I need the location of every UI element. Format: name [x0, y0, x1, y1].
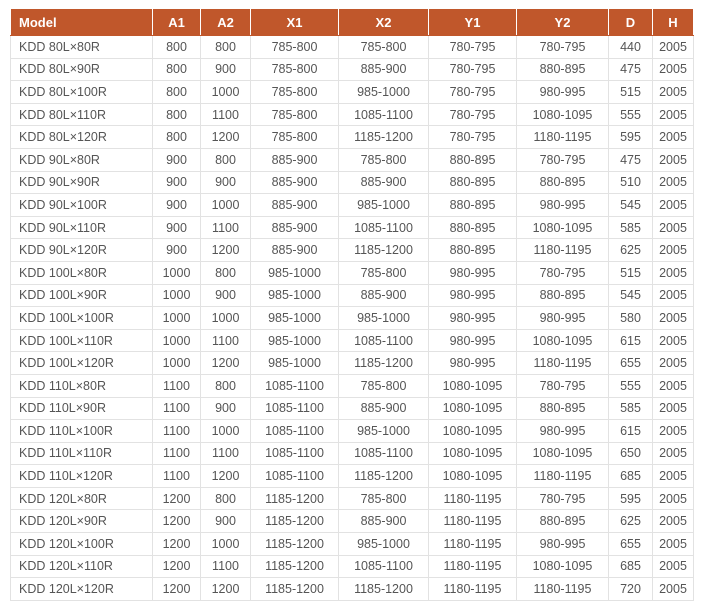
table-cell: 615 — [609, 329, 653, 352]
table-cell: 2005 — [653, 261, 694, 284]
table-cell: 785-800 — [339, 374, 429, 397]
cell-model: KDD 100L×90R — [11, 284, 153, 307]
table-cell: 1000 — [153, 284, 201, 307]
table-cell: 885-900 — [251, 239, 339, 262]
table-cell: 2005 — [653, 533, 694, 556]
table-cell: 785-800 — [251, 81, 339, 104]
table-cell: 2005 — [653, 487, 694, 510]
table-cell: 1085-1100 — [251, 420, 339, 443]
table-cell: 1200 — [153, 555, 201, 578]
table-cell: 885-900 — [251, 171, 339, 194]
table-cell: 880-895 — [517, 58, 609, 81]
table-row — [11, 284, 694, 307]
table-cell: 1185-1200 — [251, 578, 339, 601]
table-cell: 780-795 — [517, 487, 609, 510]
table-cell: 885-900 — [339, 58, 429, 81]
table-cell: 1185-1200 — [251, 533, 339, 556]
table-cell: 1200 — [153, 533, 201, 556]
table-row — [11, 103, 694, 126]
table-cell: 880-895 — [517, 171, 609, 194]
table-cell: 885-900 — [251, 216, 339, 239]
table-cell: 2005 — [653, 284, 694, 307]
table-cell: 780-795 — [429, 36, 517, 59]
table-cell: 980-995 — [429, 352, 517, 375]
table-cell: 880-895 — [429, 194, 517, 217]
cell-model: KDD 100L×80R — [11, 261, 153, 284]
table-cell: 1000 — [153, 352, 201, 375]
table-cell: 885-900 — [251, 148, 339, 171]
table-cell: 1180-1195 — [517, 126, 609, 149]
cell-model: KDD 90L×80R — [11, 148, 153, 171]
table-cell: 1000 — [153, 307, 201, 330]
table-cell: 1085-1100 — [339, 555, 429, 578]
table-cell: 1100 — [153, 397, 201, 420]
table-cell: 2005 — [653, 352, 694, 375]
table-cell: 555 — [609, 103, 653, 126]
cell-model: KDD 100L×120R — [11, 352, 153, 375]
cell-model: KDD 90L×120R — [11, 239, 153, 262]
table-cell: 785-800 — [339, 261, 429, 284]
table-cell: 2005 — [653, 36, 694, 59]
table-cell: 800 — [153, 58, 201, 81]
specification-table — [10, 8, 694, 601]
table-cell: 1185-1200 — [339, 239, 429, 262]
table-cell: 780-795 — [429, 58, 517, 81]
table-cell: 880-895 — [429, 148, 517, 171]
table-cell: 625 — [609, 510, 653, 533]
table-cell: 780-795 — [429, 81, 517, 104]
cell-model: KDD 120L×120R — [11, 578, 153, 601]
table-cell: 2005 — [653, 465, 694, 488]
table-cell: 1200 — [201, 352, 251, 375]
table-cell: 650 — [609, 442, 653, 465]
table-cell: 785-800 — [251, 103, 339, 126]
column-header-x1: X1 — [251, 9, 339, 36]
table-cell: 510 — [609, 171, 653, 194]
table-cell: 780-795 — [517, 374, 609, 397]
table-cell: 1185-1200 — [251, 510, 339, 533]
table-cell: 595 — [609, 487, 653, 510]
table-cell: 1080-1095 — [517, 555, 609, 578]
table-cell: 515 — [609, 261, 653, 284]
table-cell: 800 — [153, 126, 201, 149]
table-cell: 980-995 — [429, 261, 517, 284]
table-cell: 985-1000 — [251, 284, 339, 307]
table-row — [11, 555, 694, 578]
table-row — [11, 397, 694, 420]
table-cell: 900 — [153, 171, 201, 194]
table-cell: 2005 — [653, 329, 694, 352]
table-body — [11, 36, 694, 601]
table-cell: 900 — [201, 171, 251, 194]
cell-model: KDD 120L×110R — [11, 555, 153, 578]
table-cell: 1080-1095 — [429, 374, 517, 397]
table-cell: 655 — [609, 352, 653, 375]
table-cell: 1100 — [153, 374, 201, 397]
table-cell: 885-900 — [339, 510, 429, 533]
table-cell: 1000 — [201, 307, 251, 330]
table-cell: 1180-1195 — [429, 510, 517, 533]
table-cell: 1180-1195 — [517, 239, 609, 262]
table-cell: 880-895 — [429, 216, 517, 239]
table-cell: 1100 — [201, 103, 251, 126]
table-cell: 900 — [201, 58, 251, 81]
table-cell: 2005 — [653, 194, 694, 217]
table-cell: 1100 — [201, 442, 251, 465]
cell-model: KDD 110L×90R — [11, 397, 153, 420]
table-cell: 785-800 — [251, 58, 339, 81]
table-cell: 780-795 — [517, 36, 609, 59]
table-cell: 785-800 — [339, 148, 429, 171]
table-cell: 1180-1195 — [517, 352, 609, 375]
cell-model: KDD 120L×90R — [11, 510, 153, 533]
table-cell: 1000 — [153, 329, 201, 352]
table-cell: 780-795 — [517, 261, 609, 284]
table-cell: 985-1000 — [339, 307, 429, 330]
table-row — [11, 420, 694, 443]
table-cell: 2005 — [653, 58, 694, 81]
table-cell: 985-1000 — [251, 352, 339, 375]
table-cell: 780-795 — [429, 103, 517, 126]
table-cell: 880-895 — [517, 284, 609, 307]
table-cell: 985-1000 — [339, 420, 429, 443]
table-cell: 1180-1195 — [429, 487, 517, 510]
table-cell: 585 — [609, 397, 653, 420]
column-header-h: H — [653, 9, 694, 36]
cell-model: KDD 110L×80R — [11, 374, 153, 397]
table-cell: 1080-1095 — [429, 420, 517, 443]
table-cell: 980-995 — [517, 307, 609, 330]
table-cell: 780-795 — [517, 148, 609, 171]
table-cell: 900 — [201, 510, 251, 533]
table-cell: 595 — [609, 126, 653, 149]
table-cell: 885-900 — [339, 397, 429, 420]
table-row — [11, 148, 694, 171]
column-header-x2: X2 — [339, 9, 429, 36]
table-cell: 720 — [609, 578, 653, 601]
table-cell: 1085-1100 — [251, 442, 339, 465]
table-cell: 555 — [609, 374, 653, 397]
table-cell: 985-1000 — [251, 261, 339, 284]
cell-model: KDD 90L×110R — [11, 216, 153, 239]
cell-model: KDD 120L×100R — [11, 533, 153, 556]
column-header-y1: Y1 — [429, 9, 517, 36]
table-cell: 800 — [201, 487, 251, 510]
table-cell: 785-800 — [339, 487, 429, 510]
table-cell: 2005 — [653, 442, 694, 465]
table-cell: 800 — [201, 374, 251, 397]
table-cell: 800 — [201, 148, 251, 171]
table-cell: 985-1000 — [339, 533, 429, 556]
column-header-a1: A1 — [153, 9, 201, 36]
table-cell: 1200 — [153, 487, 201, 510]
table-cell: 2005 — [653, 420, 694, 443]
table-cell: 1080-1095 — [517, 103, 609, 126]
table-cell: 1085-1100 — [339, 442, 429, 465]
table-cell: 1000 — [153, 261, 201, 284]
table-cell: 980-995 — [429, 307, 517, 330]
table-cell: 625 — [609, 239, 653, 262]
table-header — [11, 9, 694, 36]
cell-model: KDD 80L×110R — [11, 103, 153, 126]
cell-model: KDD 110L×110R — [11, 442, 153, 465]
table-cell: 440 — [609, 36, 653, 59]
table-cell: 1000 — [201, 533, 251, 556]
table-cell: 1000 — [201, 81, 251, 104]
table-cell: 885-900 — [339, 284, 429, 307]
table-cell: 1200 — [153, 578, 201, 601]
table-cell: 2005 — [653, 510, 694, 533]
table-cell: 2005 — [653, 126, 694, 149]
table-cell: 1100 — [201, 216, 251, 239]
column-header-a2: A2 — [201, 9, 251, 36]
table-cell: 985-1000 — [339, 194, 429, 217]
column-header-d: D — [609, 9, 653, 36]
table-row — [11, 352, 694, 375]
cell-model: KDD 90L×90R — [11, 171, 153, 194]
table-cell: 1085-1100 — [251, 374, 339, 397]
table-cell: 880-895 — [429, 171, 517, 194]
table-cell: 785-800 — [251, 126, 339, 149]
table-cell: 1180-1195 — [517, 578, 609, 601]
table-cell: 900 — [153, 239, 201, 262]
table-cell: 545 — [609, 284, 653, 307]
table-row — [11, 261, 694, 284]
table-cell: 985-1000 — [339, 81, 429, 104]
table-cell: 785-800 — [339, 36, 429, 59]
table-cell: 900 — [201, 284, 251, 307]
table-cell: 1100 — [153, 465, 201, 488]
table-cell: 1085-1100 — [339, 216, 429, 239]
cell-model: KDD 80L×100R — [11, 81, 153, 104]
table-cell: 1200 — [153, 510, 201, 533]
table-cell: 1200 — [201, 465, 251, 488]
table-row — [11, 216, 694, 239]
table-cell: 880-895 — [517, 397, 609, 420]
table-cell: 980-995 — [429, 329, 517, 352]
table-cell: 1185-1200 — [251, 487, 339, 510]
cell-model: KDD 80L×90R — [11, 58, 153, 81]
table-cell: 980-995 — [517, 81, 609, 104]
table-cell: 2005 — [653, 81, 694, 104]
table-cell: 1180-1195 — [517, 465, 609, 488]
table-cell: 800 — [153, 103, 201, 126]
table-row — [11, 81, 694, 104]
table-cell: 1180-1195 — [429, 555, 517, 578]
table-row — [11, 239, 694, 262]
table-cell: 475 — [609, 148, 653, 171]
table-cell: 2005 — [653, 239, 694, 262]
table-cell: 900 — [201, 397, 251, 420]
cell-model: KDD 80L×80R — [11, 36, 153, 59]
table-row — [11, 533, 694, 556]
table-cell: 655 — [609, 533, 653, 556]
table-row — [11, 307, 694, 330]
table-cell: 800 — [201, 36, 251, 59]
table-cell: 2005 — [653, 148, 694, 171]
table-row — [11, 510, 694, 533]
cell-model: KDD 120L×80R — [11, 487, 153, 510]
table-cell: 880-895 — [517, 510, 609, 533]
column-header-model: Model — [11, 9, 153, 36]
table-cell: 1080-1095 — [429, 397, 517, 420]
table-cell: 1080-1095 — [517, 216, 609, 239]
table-row — [11, 374, 694, 397]
table-cell: 2005 — [653, 307, 694, 330]
table-cell: 2005 — [653, 397, 694, 420]
table-cell: 980-995 — [429, 284, 517, 307]
table-cell: 1100 — [201, 329, 251, 352]
table-cell: 980-995 — [517, 420, 609, 443]
table-cell: 1100 — [201, 555, 251, 578]
table-cell: 1185-1200 — [251, 555, 339, 578]
table-row — [11, 36, 694, 59]
table-cell: 1080-1095 — [517, 442, 609, 465]
table-cell: 885-900 — [339, 171, 429, 194]
table-cell: 1180-1195 — [429, 578, 517, 601]
cell-model: KDD 100L×100R — [11, 307, 153, 330]
table-cell: 1080-1095 — [429, 442, 517, 465]
table-cell: 585 — [609, 216, 653, 239]
table-cell: 885-900 — [251, 194, 339, 217]
table-cell: 1085-1100 — [251, 397, 339, 420]
table-cell: 800 — [153, 36, 201, 59]
table-cell: 515 — [609, 81, 653, 104]
table-cell: 580 — [609, 307, 653, 330]
table-row — [11, 442, 694, 465]
cell-model: KDD 110L×120R — [11, 465, 153, 488]
table-cell: 2005 — [653, 216, 694, 239]
table-cell: 1085-1100 — [339, 103, 429, 126]
table-cell: 1185-1200 — [339, 578, 429, 601]
table-header-row — [11, 9, 694, 36]
table-cell: 800 — [153, 81, 201, 104]
table-row — [11, 126, 694, 149]
table-cell: 2005 — [653, 171, 694, 194]
table-cell: 980-995 — [517, 194, 609, 217]
cell-model: KDD 110L×100R — [11, 420, 153, 443]
table-cell: 1080-1095 — [429, 465, 517, 488]
table-cell: 1100 — [153, 442, 201, 465]
table-row — [11, 329, 694, 352]
table-cell: 900 — [153, 148, 201, 171]
table-cell: 1185-1200 — [339, 465, 429, 488]
table-cell: 2005 — [653, 555, 694, 578]
table-cell: 1185-1200 — [339, 126, 429, 149]
table-row — [11, 578, 694, 601]
table-cell: 985-1000 — [251, 307, 339, 330]
table-cell: 1080-1095 — [517, 329, 609, 352]
table-cell: 985-1000 — [251, 329, 339, 352]
table-row — [11, 194, 694, 217]
table-cell: 1200 — [201, 126, 251, 149]
table-cell: 2005 — [653, 374, 694, 397]
cell-model: KDD 90L×100R — [11, 194, 153, 217]
table-row — [11, 58, 694, 81]
table-cell: 800 — [201, 261, 251, 284]
table-cell: 785-800 — [251, 36, 339, 59]
table-cell: 880-895 — [429, 239, 517, 262]
table-cell: 1185-1200 — [339, 352, 429, 375]
column-header-y2: Y2 — [517, 9, 609, 36]
table-cell: 1000 — [201, 420, 251, 443]
table-cell: 475 — [609, 58, 653, 81]
table-cell: 900 — [153, 194, 201, 217]
cell-model: KDD 100L×110R — [11, 329, 153, 352]
cell-model: KDD 80L×120R — [11, 126, 153, 149]
table-cell: 1180-1195 — [429, 533, 517, 556]
table-cell: 1000 — [201, 194, 251, 217]
table-cell: 780-795 — [429, 126, 517, 149]
table-cell: 1085-1100 — [251, 465, 339, 488]
table-row — [11, 171, 694, 194]
table-cell: 1085-1100 — [339, 329, 429, 352]
table-cell: 900 — [153, 216, 201, 239]
table-cell: 1200 — [201, 578, 251, 601]
table-cell: 2005 — [653, 578, 694, 601]
table-row — [11, 465, 694, 488]
table-cell: 1200 — [201, 239, 251, 262]
table-cell: 685 — [609, 555, 653, 578]
table-cell: 615 — [609, 420, 653, 443]
table-cell: 1100 — [153, 420, 201, 443]
table-cell: 545 — [609, 194, 653, 217]
table-cell: 2005 — [653, 103, 694, 126]
table-cell: 685 — [609, 465, 653, 488]
table-row — [11, 487, 694, 510]
table-cell: 980-995 — [517, 533, 609, 556]
